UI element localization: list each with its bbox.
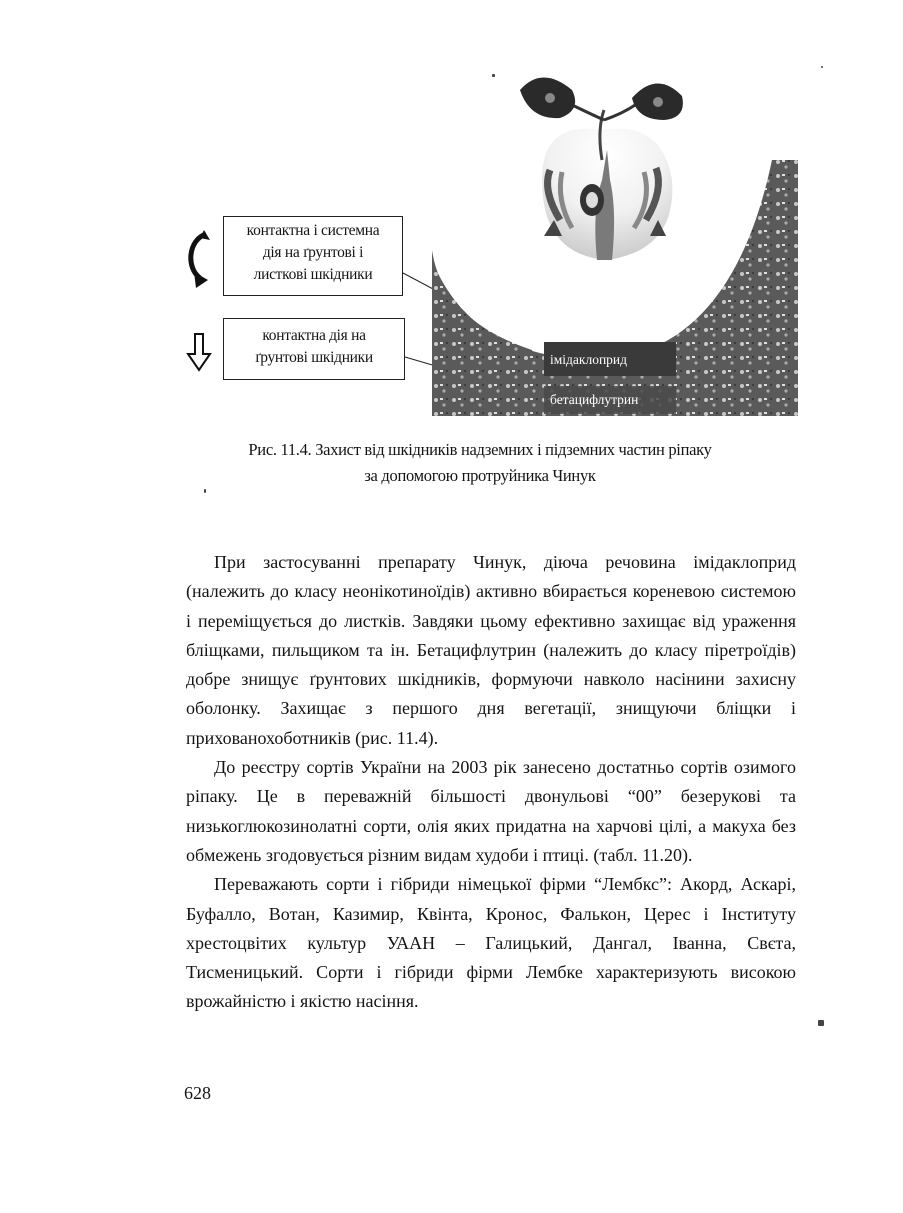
scan-speck — [821, 66, 823, 68]
scan-speck — [492, 74, 495, 77]
label-box-1-line-3: листкові шкідники — [253, 266, 373, 283]
caption-line-1: Рис. 11.4. Захист від шкідників надземних і підземних частин ріпаку — [248, 440, 712, 459]
figure-caption — [160, 437, 800, 489]
paragraph: При застосуванні препарату Чинук, діюча речовина імідаклоприд (належить до класу неонікотиноїдів) активно вбирається кореневою системою і переміщується до листків. Завдяки цьому ефективно захищає від ураження бліщками, пильщиком та ін. Бетацифлутрин (належить до класу піретроїдів) добре знищує ґрунтових шкідників, формуючи навколо насінини захисну оболонку. Захищає з першого дня вегетації, знищуючи бліщки і прихованохоботників (рис. 11.4). — [186, 552, 796, 748]
label-box-2-line-1: контактна дія на — [262, 327, 366, 344]
photo-label-betacyfluthrin: бетацифлутрин — [550, 392, 639, 407]
label-box-1-line-1: контактна і системна — [246, 222, 380, 239]
paragraph: До реєстру сортів України на 2003 рік занесено достатньо сортів озимого ріпаку. Це в переважній більшості двонульові “00” безерукові та низькоглюкозинолатні сорти, олія яких придатна на харчові цілі, а макуха без обмежень згодовується різним видам худоби і птиці. (табл. 11.20). — [186, 757, 796, 865]
scan-speck — [204, 489, 206, 493]
scan-speck — [818, 1020, 824, 1026]
paragraph: Переважають сорти і гібриди німецької фірми “Лембкс”: Акорд, Аскарі, Буфалло, Вотан, Казимир, Квінта, Кронос, Фалькон, Церес і Інституту хрестоцвітих культур УААН – Галицький, Дангал, Іванна, Свєта, Тисменицький. Сорти і гібриди фірми Лембке характеризують високою врожайністю і якістю насіння. — [186, 874, 796, 1012]
figure-11-4 — [0, 0, 903, 520]
label-box-2-line-2: ґрунтові шкідники — [255, 349, 373, 366]
caption-line-2: за допомогою протруйника Чинук — [364, 466, 596, 485]
photo-label-imidacloprid: імідаклоприд — [550, 352, 628, 367]
page-number: 628 — [184, 1083, 211, 1103]
seedling-photo — [432, 60, 798, 416]
label-box-1-line-2: дія на ґрунтові і — [262, 244, 364, 261]
body-text — [186, 548, 796, 1017]
